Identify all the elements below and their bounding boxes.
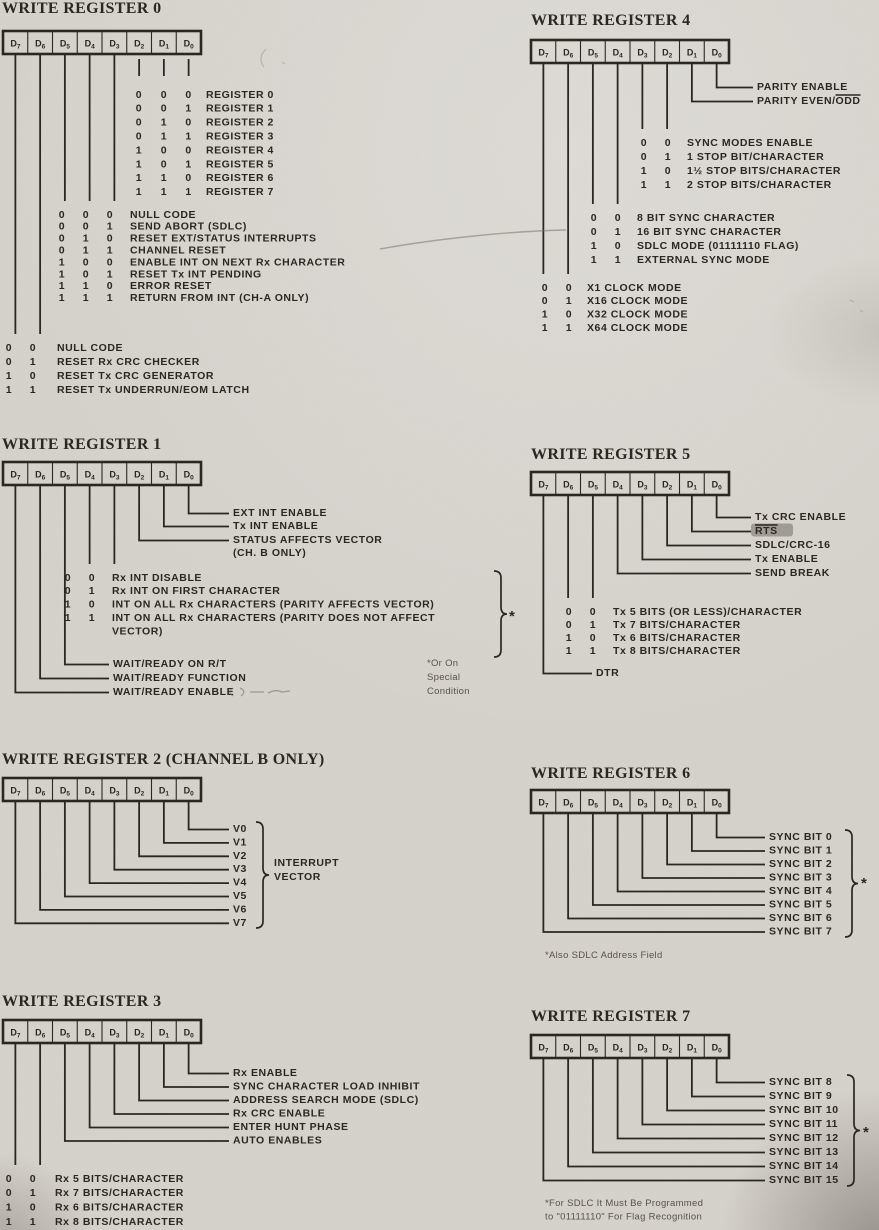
code-digit: 0 xyxy=(135,102,143,115)
code-digit: 1 xyxy=(135,158,143,171)
field-label: SYNC BIT 9 xyxy=(769,1090,833,1102)
bit-cell-label: $D_7$ xyxy=(538,479,549,492)
code-digit: 0 xyxy=(614,211,622,224)
code-digit: 1 xyxy=(5,1216,13,1228)
bit-cell-label: $D_1$ xyxy=(686,1042,697,1055)
code-digit: 1 xyxy=(640,178,648,191)
table-row-label: REGISTER 5 xyxy=(206,158,274,171)
bit-cell-label: $D_3$ xyxy=(109,1027,120,1040)
code-digit: 1 xyxy=(5,369,13,382)
bit-cell-label: $D_7$ xyxy=(10,785,21,798)
bit-cell-label: $D_2$ xyxy=(134,469,145,482)
bit-cell-label: $D_3$ xyxy=(637,47,648,60)
code-digit: 1 xyxy=(541,322,549,334)
code-digit: 1 xyxy=(135,144,143,157)
code-digit: 0 xyxy=(64,585,72,598)
field-label: SYNC BIT 1 xyxy=(769,844,833,857)
code-digit: 1 xyxy=(614,253,622,266)
code-digit: 1 xyxy=(664,178,672,191)
code-digit: 1 xyxy=(590,239,598,252)
table-row-label: Rx 5 BITS/CHARACTER xyxy=(55,1172,184,1185)
code-digit: 1 xyxy=(82,292,90,305)
code-digit: 1 xyxy=(541,308,549,321)
code-digit: 1 xyxy=(64,612,72,624)
code-digit: 1 xyxy=(589,644,597,657)
bit-cell-label: $D_5$ xyxy=(59,1027,70,1040)
bit-cell-label: $D_1$ xyxy=(158,469,169,482)
bit-cell-label: $D_7$ xyxy=(10,469,21,482)
code-digit: 0 xyxy=(185,172,192,185)
bit-cell-label: $D_0$ xyxy=(711,47,722,60)
code-digit: 0 xyxy=(160,88,168,101)
code-digit: 0 xyxy=(106,208,114,221)
table-row-label: X1 CLOCK MODE xyxy=(587,281,682,294)
table-row-label: X64 CLOCK MODE xyxy=(587,322,689,334)
table-row-label: Rx INT ON FIRST CHARACTER xyxy=(112,585,281,598)
table-row-label: ENABLE INT ON NEXT Rx CHARACTER xyxy=(130,256,346,269)
side-note-line: Condition xyxy=(427,686,470,697)
table-row-label: REGISTER 6 xyxy=(206,172,274,185)
field-label: V5 xyxy=(233,890,247,902)
bit-cell-label: $D_6$ xyxy=(563,479,574,492)
field-label: SYNC BIT 0 xyxy=(769,831,833,843)
table-row-label: REGISTER 1 xyxy=(206,102,274,115)
code-digit: 0 xyxy=(185,144,192,157)
code-digit: 1 xyxy=(106,292,114,305)
code-digit: 1 xyxy=(185,158,192,171)
code-digit: 0 xyxy=(565,308,573,321)
table-row-label: NULL CODE xyxy=(130,208,197,221)
table-row-label: 1½ STOP BITS/CHARACTER xyxy=(687,164,842,177)
field-label: WAIT/READY ENABLE xyxy=(113,686,235,698)
field-label: Rx CRC ENABLE xyxy=(233,1107,326,1120)
bit-cell-label: $D_7$ xyxy=(10,1027,21,1040)
field-label: V3 xyxy=(233,863,247,876)
code-digit: 1 xyxy=(160,172,168,185)
code-digit: 1 xyxy=(160,116,168,129)
table-row-label: RESET Tx INT PENDING xyxy=(130,268,262,281)
bit-cell-label: $D_7$ xyxy=(538,47,549,60)
field-label: SYNC BIT 12 xyxy=(769,1132,839,1144)
register-title: WRITE REGISTER 7 xyxy=(531,1008,691,1025)
code-digit: 1 xyxy=(29,1216,37,1228)
table-row-label: INT ON ALL Rx CHARACTERS (PARITY DOES NOT AFFECT xyxy=(112,612,436,624)
field-label: SYNC BIT 5 xyxy=(769,898,833,911)
field-label: ENTER HUNT PHASE xyxy=(233,1121,349,1133)
bit-cell-label: $D_0$ xyxy=(711,479,722,492)
code-digit: 0 xyxy=(589,605,597,618)
code-digit: 0 xyxy=(5,1172,13,1185)
bit-cell-label: $D_4$ xyxy=(84,785,95,798)
table-row-label: RESET Tx UNDERRUN/EOM LATCH xyxy=(57,383,250,396)
code-digit: 1 xyxy=(29,1187,37,1200)
code-digit: 0 xyxy=(5,355,13,368)
bit-cell-label: $D_6$ xyxy=(35,469,46,482)
code-digit: 1 xyxy=(135,172,143,185)
brace-asterisk: * xyxy=(861,875,868,892)
register-title: WRITE REGISTER 6 xyxy=(531,765,691,782)
code-digit: 0 xyxy=(565,605,573,618)
field-label: V4 xyxy=(233,876,247,889)
bit-cell-label: $D_1$ xyxy=(686,47,697,60)
code-digit: 1 xyxy=(29,355,37,368)
register-title: WRITE REGISTER 5 xyxy=(531,446,691,463)
bit-cell-label: $D_0$ xyxy=(183,38,194,51)
field-label: SYNC BIT 11 xyxy=(769,1118,839,1130)
field-label: DTR xyxy=(596,667,620,679)
bit-cell-label: $D_4$ xyxy=(84,38,95,51)
code-digit: 0 xyxy=(29,1172,37,1185)
field-label: V6 xyxy=(233,903,247,916)
code-digit: 1 xyxy=(58,292,66,305)
bit-cell-label: $D_3$ xyxy=(109,469,120,482)
bit-cell-label: $D_3$ xyxy=(637,479,648,492)
bit-cell-label: $D_0$ xyxy=(711,797,722,810)
field-label: Tx INT ENABLE xyxy=(233,520,319,532)
table-row-label: SYNC MODES ENABLE xyxy=(687,136,814,149)
code-digit: 0 xyxy=(589,631,597,644)
bit-cell-label: $D_6$ xyxy=(563,47,574,60)
code-digit: 1 xyxy=(565,631,573,644)
code-digit: 0 xyxy=(82,208,90,221)
code-digit: 0 xyxy=(640,150,648,163)
field-label: STATUS AFFECTS VECTOR xyxy=(233,534,383,546)
code-digit: 0 xyxy=(106,256,114,269)
code-digit: 0 xyxy=(29,341,37,354)
field-label: SYNC BIT 4 xyxy=(769,885,833,897)
field-label: WAIT/READY FUNCTION xyxy=(113,672,247,684)
bit-cell-label: $D_4$ xyxy=(612,47,623,60)
footnote-line: *Also SDLC Address Field xyxy=(545,950,663,961)
table-row-label: ERROR RESET xyxy=(130,280,212,293)
code-digit: 0 xyxy=(58,232,66,245)
code-digit: 1 xyxy=(106,268,114,281)
bit-cell-label: $D_0$ xyxy=(183,469,194,482)
code-digit: 0 xyxy=(58,220,66,233)
bit-cell-label: $D_4$ xyxy=(612,479,623,492)
field-label: AUTO ENABLES xyxy=(233,1134,323,1147)
bit-cell-label: $D_6$ xyxy=(35,1027,46,1040)
code-digit: 0 xyxy=(88,598,96,611)
code-digit: 0 xyxy=(640,136,648,149)
table-row-label: NULL CODE xyxy=(57,341,124,354)
table-row-label: Rx 7 BITS/CHARACTER xyxy=(55,1187,184,1200)
code-digit: 1 xyxy=(106,244,114,257)
code-digit: 1 xyxy=(58,280,66,293)
bit-cell-label: $D_2$ xyxy=(662,479,673,492)
code-digit: 0 xyxy=(106,232,114,245)
code-digit: 1 xyxy=(82,244,90,257)
bit-cell-label: $D_5$ xyxy=(587,479,598,492)
code-digit: 0 xyxy=(590,225,598,238)
code-digit: 1 xyxy=(185,102,192,115)
bit-cell-label: $D_4$ xyxy=(612,797,623,810)
table-row-label: INT ON ALL Rx CHARACTERS (PARITY AFFECTS VECTOR) xyxy=(112,598,435,611)
side-note-line: *Or On xyxy=(427,658,459,669)
bit-cell-label: $D_1$ xyxy=(158,785,169,798)
bit-cell-label: $D_6$ xyxy=(35,38,46,51)
code-digit: 1 xyxy=(58,268,66,281)
table-row-label: X32 CLOCK MODE xyxy=(587,308,689,321)
field-label: SYNC BIT 6 xyxy=(769,912,833,924)
code-digit: 0 xyxy=(58,244,66,257)
table-row-label-line2: VECTOR) xyxy=(112,625,163,638)
table-row-label: X16 CLOCK MODE xyxy=(587,295,689,308)
code-digit: 1 xyxy=(640,164,648,177)
bit-cell-label: $D_6$ xyxy=(35,785,46,798)
code-digit: 0 xyxy=(590,211,598,224)
code-digit: 0 xyxy=(58,208,66,221)
field-label: SYNC BIT 14 xyxy=(769,1160,839,1172)
bit-cell-label: $D_3$ xyxy=(109,785,120,798)
table-row-label: 2 STOP BITS/CHARACTER xyxy=(687,178,832,191)
code-digit: 1 xyxy=(590,253,598,266)
code-digit: 1 xyxy=(58,256,66,269)
field-label: WAIT/READY ON R/T xyxy=(113,658,227,670)
field-label: PARITY EVEN/ODD xyxy=(757,95,861,107)
bit-cell-label: $D_4$ xyxy=(612,1042,623,1055)
code-digit: 0 xyxy=(541,281,549,294)
bit-cell-label: $D_5$ xyxy=(587,1042,598,1055)
field-label: Tx CRC ENABLE xyxy=(755,511,847,523)
table-row-label: RESET Tx CRC GENERATOR xyxy=(57,369,214,382)
code-digit: 0 xyxy=(135,130,143,143)
table-row-label: SEND ABORT (SDLC) xyxy=(130,220,247,233)
brace-asterisk: * xyxy=(863,1124,870,1141)
code-digit: 0 xyxy=(614,239,622,252)
table-row-label: Rx 8 BITS/CHARACTER xyxy=(55,1216,184,1228)
field-label: SYNC BIT 10 xyxy=(769,1104,839,1116)
code-digit: 0 xyxy=(5,341,13,354)
bit-cell-label: $D_4$ xyxy=(84,1027,95,1040)
bit-cell-label: $D_1$ xyxy=(686,479,697,492)
table-row-label: Tx 8 BITS/CHARACTER xyxy=(613,644,741,657)
code-digit: 0 xyxy=(185,116,192,129)
code-digit: 0 xyxy=(135,88,143,101)
field-label: SYNC BIT 2 xyxy=(769,858,833,870)
field-label: SYNC BIT 8 xyxy=(769,1076,833,1088)
code-digit: 0 xyxy=(82,268,90,281)
bit-cell-label: $D_2$ xyxy=(134,38,145,51)
bit-cell-label: $D_2$ xyxy=(134,1027,145,1040)
code-digit: 0 xyxy=(565,618,573,631)
field-label: PARITY ENABLE xyxy=(757,81,848,93)
table-row-label: EXTERNAL SYNC MODE xyxy=(637,253,770,266)
code-digit: 0 xyxy=(82,220,90,233)
code-digit: 1 xyxy=(29,383,37,396)
field-label: V2 xyxy=(233,849,247,862)
code-digit: 1 xyxy=(64,598,72,611)
code-digit: 1 xyxy=(135,186,143,199)
code-digit: 0 xyxy=(664,164,672,177)
code-digit: 0 xyxy=(82,256,90,269)
table-row-label: Rx 6 BITS/CHARACTER xyxy=(55,1201,184,1214)
table-row-label: RETURN FROM INT (CH-A ONLY) xyxy=(130,292,310,305)
table-row-label: Rx INT DISABLE xyxy=(112,571,202,584)
code-digit: 0 xyxy=(29,1201,37,1214)
bit-cell-label: $D_0$ xyxy=(711,1042,722,1055)
bit-cell-label: $D_1$ xyxy=(158,1027,169,1040)
code-digit: 1 xyxy=(185,186,192,199)
code-digit: 0 xyxy=(29,369,37,382)
table-row-label: Tx 7 BITS/CHARACTER xyxy=(613,618,741,631)
field-label: ADDRESS SEARCH MODE (SDLC) xyxy=(233,1094,419,1106)
table-row-label: SDLC MODE (01111110 FLAG) xyxy=(637,239,799,252)
code-digit: 1 xyxy=(589,618,597,631)
bit-cell-label: $D_6$ xyxy=(563,1042,574,1055)
field-label: SYNC BIT 7 xyxy=(769,925,833,938)
bit-cell-label: $D_0$ xyxy=(183,1027,194,1040)
table-row-label: REGISTER 4 xyxy=(206,144,274,157)
code-digit: 0 xyxy=(88,571,96,584)
bit-cell-label: $D_4$ xyxy=(84,469,95,482)
table-row-label: 1 STOP BIT/CHARACTER xyxy=(687,150,825,163)
table-row-label: Tx 5 BITS (OR LESS)/CHARACTER xyxy=(613,605,803,618)
code-digit: 1 xyxy=(5,1201,13,1214)
code-digit: 0 xyxy=(541,295,549,308)
register-title: WRITE REGISTER 3 xyxy=(2,993,162,1010)
code-digit: 0 xyxy=(5,1187,13,1200)
bit-cell-label: $D_5$ xyxy=(587,47,598,60)
bit-cell-label: $D_5$ xyxy=(59,785,70,798)
code-digit: 1 xyxy=(88,585,96,598)
table-row-label: Tx 6 BITS/CHARACTER xyxy=(613,631,741,644)
code-digit: 0 xyxy=(160,158,168,171)
code-digit: 0 xyxy=(160,144,168,157)
brace-asterisk: * xyxy=(509,608,516,625)
footnote-line: *For SDLC It Must Be Programmed xyxy=(545,1198,704,1209)
table-row-label: REGISTER 7 xyxy=(206,186,274,199)
field-label: V7 xyxy=(233,916,247,929)
field-label: V0 xyxy=(233,823,247,835)
bit-cell-label: $D_1$ xyxy=(158,38,169,51)
field-label: RTS xyxy=(755,525,778,537)
field-label: Tx ENABLE xyxy=(755,553,819,565)
table-row-label: 8 BIT SYNC CHARACTER xyxy=(637,211,776,224)
bit-cell-label: $D_7$ xyxy=(538,1042,549,1055)
field-label: SYNC BIT 13 xyxy=(769,1146,839,1158)
field-label: V1 xyxy=(233,836,247,849)
field-label: SYNC BIT 15 xyxy=(769,1174,839,1186)
table-row-label: REGISTER 0 xyxy=(206,88,274,101)
code-digit: 1 xyxy=(82,280,90,293)
code-digit: 1 xyxy=(565,322,573,334)
field-label: SYNC BIT 3 xyxy=(769,871,833,884)
table-row-label: REGISTER 2 xyxy=(206,116,274,129)
code-digit: 1 xyxy=(5,383,13,396)
code-digit: 1 xyxy=(88,612,96,624)
bit-cell-label: $D_2$ xyxy=(662,797,673,810)
code-digit: 1 xyxy=(664,150,672,163)
brace-label: VECTOR xyxy=(274,871,321,883)
table-row-label: REGISTER 3 xyxy=(206,130,274,143)
code-digit: 1 xyxy=(160,130,168,143)
field-label: SYNC CHARACTER LOAD INHIBIT xyxy=(233,1080,420,1093)
bit-cell-label: $D_7$ xyxy=(538,797,549,810)
bit-cell-label: $D_1$ xyxy=(686,797,697,810)
field-label-line2: (CH. B ONLY) xyxy=(233,547,307,559)
code-digit: 0 xyxy=(135,116,143,129)
bit-cell-label: $D_3$ xyxy=(637,1042,648,1055)
bit-cell-label: $D_5$ xyxy=(587,797,598,810)
register-title: WRITE REGISTER 1 xyxy=(2,436,162,453)
code-digit: 0 xyxy=(64,571,72,584)
bit-cell-label: $D_7$ xyxy=(10,38,21,51)
code-digit: 1 xyxy=(565,644,573,657)
code-digit: 1 xyxy=(614,225,622,238)
field-label: SDLC/CRC-16 xyxy=(755,539,831,551)
register-title: WRITE REGISTER 2 (CHANNEL B ONLY) xyxy=(2,751,325,768)
code-digit: 0 xyxy=(185,88,192,101)
bit-cell-label: $D_3$ xyxy=(109,38,120,51)
code-digit: 1 xyxy=(565,295,573,308)
table-row-label: RESET Rx CRC CHECKER xyxy=(57,355,200,368)
bit-cell-label: $D_2$ xyxy=(662,1042,673,1055)
register-title: WRITE REGISTER 4 xyxy=(531,12,691,29)
field-label: SEND BREAK xyxy=(755,567,830,579)
code-digit: 0 xyxy=(160,102,168,115)
code-digit: 0 xyxy=(664,136,672,149)
table-row-label: RESET EXT/STATUS INTERRUPTS xyxy=(130,232,317,245)
footnote-line: to "01111110" For Flag Recognition xyxy=(545,1211,703,1223)
bit-cell-label: $D_2$ xyxy=(134,785,145,798)
brace-label: INTERRUPT xyxy=(274,857,340,869)
table-row-label: 16 BIT SYNC CHARACTER xyxy=(637,225,782,238)
bit-cell-label: $D_2$ xyxy=(662,47,673,60)
bit-cell-label: $D_5$ xyxy=(59,38,70,51)
table-row-label: CHANNEL RESET xyxy=(130,244,227,257)
code-digit: 1 xyxy=(82,232,90,245)
bit-cell-label: $D_0$ xyxy=(183,785,194,798)
code-digit: 1 xyxy=(106,220,114,233)
code-digit: 0 xyxy=(565,281,573,294)
field-label: Rx ENABLE xyxy=(233,1067,298,1079)
register-title: WRITE REGISTER 0 xyxy=(2,0,162,17)
side-note-line: Special xyxy=(427,672,461,683)
field-label: EXT INT ENABLE xyxy=(233,507,328,519)
bit-cell-label: $D_5$ xyxy=(59,469,70,482)
code-digit: 1 xyxy=(185,130,192,143)
code-digit: 1 xyxy=(160,186,168,199)
bit-cell-label: $D_6$ xyxy=(563,797,574,810)
bit-cell-label: $D_3$ xyxy=(637,797,648,810)
code-digit: 0 xyxy=(106,280,114,293)
